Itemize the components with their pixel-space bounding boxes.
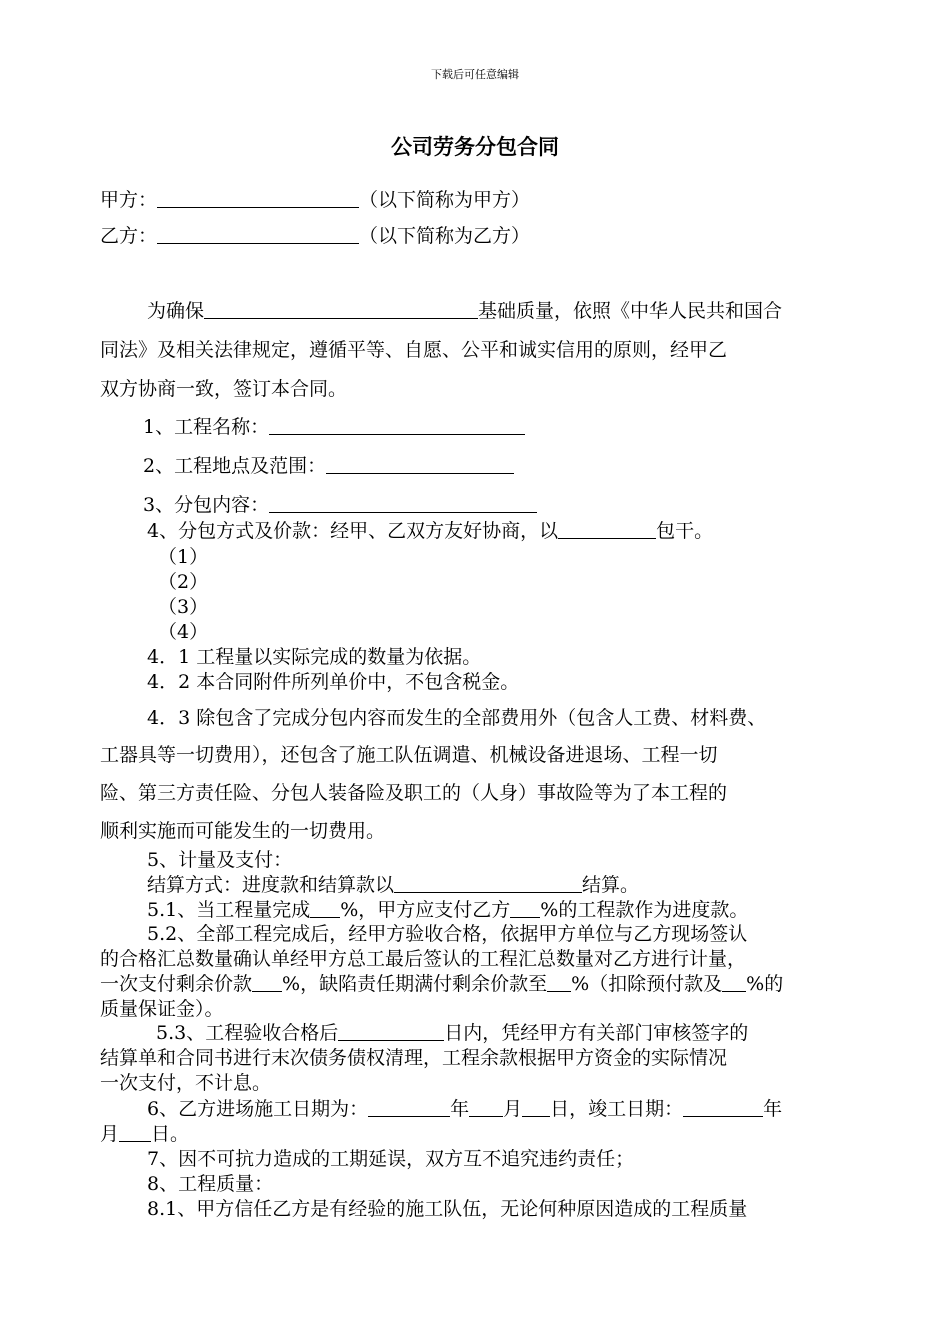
start-day-blank[interactable] xyxy=(522,1098,550,1117)
retention-percent-blank[interactable] xyxy=(722,973,746,992)
item-5-3-line-1: 5.3、工程验收合格后 日内，凭经甲方有关部门审核签字的 xyxy=(156,1022,749,1044)
final-payment-percent-blank[interactable] xyxy=(547,973,571,992)
settlement-blank[interactable] xyxy=(394,874,582,893)
party-a-blank[interactable] xyxy=(157,189,359,208)
days-blank[interactable] xyxy=(338,1022,444,1041)
party-a-line: 甲方： （以下简称为甲方） xyxy=(100,189,531,211)
item-5-1: 5.1、当工程量完成 %，甲方应支付乙方 %的工程款作为进度款。 xyxy=(147,899,749,921)
progress-payment-percent-blank[interactable] xyxy=(510,899,540,918)
item-3: 3、分包内容： xyxy=(143,493,537,517)
item-4-3-line-1: 4．3 除包含了完成分包内容而发生的全部费用外（包含人工费、材料费、 xyxy=(147,707,767,729)
item-6-line-1: 6、乙方进场施工日期为： 年 月 日，竣工日期： 年 xyxy=(147,1098,783,1120)
item-4-3-line-3: 险、第三方责任险、分包人装备险及职工的（人身）事故险等为了本工程的 xyxy=(100,782,728,804)
sub-item-2: （2） xyxy=(158,571,209,593)
intro-line-1: 为确保 基础质量，依照《中华人民共和国合 xyxy=(147,300,783,322)
sub-item-3: （3） xyxy=(158,596,209,618)
intro-line-2: 同法》及相关法律规定，遵循平等、自愿、公平和诚实信用的原则，经甲乙 xyxy=(100,339,728,361)
item-6-line-2: 月 日。 xyxy=(100,1123,190,1145)
item-8-1: 8.1、甲方信任乙方是有经验的施工队伍，无论何种原因造成的工程质量 xyxy=(147,1198,748,1220)
item-5-2-line-2: 的合格汇总数量确认单经甲方总工最后签认的工程汇总数量对乙方进行计量， xyxy=(100,948,747,970)
item-4-3-line-4: 顺利实施而可能发生的一切费用。 xyxy=(100,820,386,842)
start-year-blank[interactable] xyxy=(368,1098,450,1117)
item-5-2-line-3: 一次支付剩余价款 %，缺陷责任期满付剩余价款至 %（扣除预付款及 %的 xyxy=(100,973,784,995)
item-5-2-line-1: 5.2、全部工程完成后，经甲方验收合格，依据甲方单位与乙方现场签认 xyxy=(147,923,748,945)
settlement-line: 结算方式：进度款和结算款以 结算。 xyxy=(147,874,640,896)
end-month-blank[interactable] xyxy=(119,1123,151,1142)
item-4-2: 4．2 本合同附件所列单价中，不包含税金。 xyxy=(147,671,520,693)
party-b-blank[interactable] xyxy=(157,225,359,244)
item-5-2-line-4: 质量保证金）。 xyxy=(100,998,224,1020)
item-2: 2、工程地点及范围： xyxy=(143,454,514,478)
item-7: 7、因不可抗力造成的工期延误，双方互不追究违约责任； xyxy=(147,1148,635,1170)
start-month-blank[interactable] xyxy=(469,1098,503,1117)
contract-type-blank[interactable] xyxy=(558,520,656,539)
sub-item-1: （1） xyxy=(158,546,209,568)
item-4-1: 4．1 工程量以实际完成的数量为依据。 xyxy=(147,646,482,668)
remaining-payment-percent-blank[interactable] xyxy=(252,973,282,992)
item-5-3-line-3: 一次支付，不计息。 xyxy=(100,1072,272,1094)
item-5-3-line-2: 结算单和合同书进行末次债务债权清理，工程余款根据甲方资金的实际情况 xyxy=(100,1047,728,1069)
project-blank[interactable] xyxy=(204,300,478,319)
project-name-blank[interactable] xyxy=(269,416,525,435)
item-8: 8、工程质量： xyxy=(147,1173,274,1195)
end-year-blank[interactable] xyxy=(683,1098,763,1117)
item-1: 1、工程名称： xyxy=(143,415,525,439)
completion-percent-blank[interactable] xyxy=(310,899,340,918)
page-header: 下载后可任意编辑 xyxy=(431,68,519,81)
project-location-blank[interactable] xyxy=(326,455,514,474)
item-5: 5、计量及支付： xyxy=(147,849,293,871)
page-title: 公司劳务分包合同 xyxy=(391,135,559,159)
item-4: 4、分包方式及价款：经甲、乙双方友好协商，以 包干。 xyxy=(147,520,714,542)
sub-item-4: （4） xyxy=(158,621,209,643)
subcontract-content-blank[interactable] xyxy=(269,494,537,513)
item-4-3-line-2: 工器具等一切费用），还包含了施工队伍调遣、机械设备进退场、工程一切 xyxy=(100,744,718,766)
intro-line-3: 双方协商一致，签订本合同。 xyxy=(100,378,348,400)
party-b-line: 乙方： （以下简称为乙方） xyxy=(100,225,531,247)
